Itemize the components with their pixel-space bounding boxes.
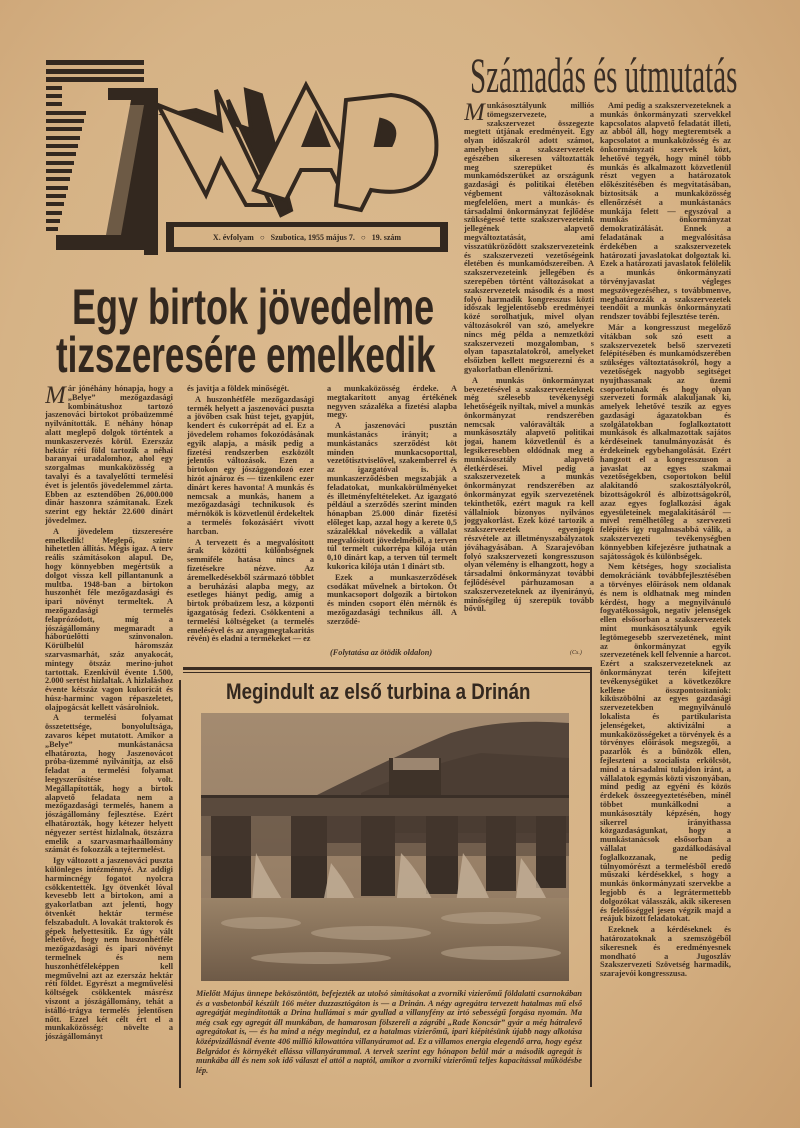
drina-dam-photo-icon bbox=[201, 713, 569, 981]
photo-caption: Mielőtt Május ünnepe beköszöntött, befejezték az utolsó simitásokat a zvorniki vizierőmű földalatti csarnokában és a vasbetonból készült 166 méter duzzasztógáton is — a Drinán. A négy agregátra tervezett hatalmas mű első agregátját megindították a Drina hullámai s már gyullad a villanyfény az irtó sebességű forgása nyomán. Ma még csak egy agregát áll munkában, de hamarosan fölszereli a zágrábi „Rade Koncsár” gyár a még hátralevő agregátokat is, — és ha mind a négy megindul, ez a hatalmas vizierőmű, ipari kiépitésünk újabb nagy alkotása középvizállásnál évente 406 millió kilowattóra villanyáramot ad. Ez a villamos energia elegendő arra, hogy egész Belgrádot és környékét ellássa villanyárammal. A tervek szerint egy hónapon belül már a második agregát is munkába áll és nem sok idő választ el attól a naptól, amikor a zvorniki vizierőmű teljes kapacitással működésbe lép. bbox=[196, 989, 582, 1075]
issue-number: 19. szám bbox=[371, 232, 402, 242]
paragraph: A munkás önkormányzat bevezetésével a szakszervezeteknek még szélesebb tevékenységi lehetőségeik nyiltak, mivel a munkás önkormányzat rendszerében nemcsak valóraválták a munkásosztály alapvető politikai jogai, hanem közvetlenül és a legsikeresebben oldódnak meg a munkásosztály alapvető életkérdései. Mivel pedig a szakszervezetek a munkás önkormányzat rendszerében az önkormányzat egyik szervezetének tekinthetők, ezért maguk ra kell vállalniok bizonyos nyilvános joggyakorlást. Ezek közé tartozik a szakszervezetek egyenjogú részvétele az illetményszabályzatok jóváhagyásában. A Szarajevóban folyó szakszervezeti kongresszuson olyan vélemény is elhangzott, hogy a társadalmi önkormányzat további fejlődésével párhuzamosan a szakszervezeteknek az ilyenirányú, minőségileg új szerepük tovább bővül. bbox=[464, 375, 594, 614]
column-divider bbox=[590, 667, 592, 1087]
farm-column-3 bbox=[327, 385, 457, 647]
drop-cap: M bbox=[45, 385, 66, 409]
paragraph: A termelési folyamat összetettsége, bonyolultsága, zavaros képet mutatott. Amikor a „Belye” munkástanácsa elhatározta, hogy Jaszenovácot próba-üzemmé nyilvánítja, az első feladat a termelési folyamat leegyszerűsítése volt. Megállapították, hogy a birtok alapvető feladata nem a mezőgazdasági termelés, hanem a jószágállomány fejlesztése. Ezért elhatározták, hogy kétezer helyett négyezer sertést hizlalnak, ötszázra emelik a szarvasmarhaállomány számát és fokozzák a tejtermelést. bbox=[45, 713, 173, 855]
paragraph: A huszonhétféle mezőgazdasági termék helyett a jaszenováci puszta a jövőben csak húst tejet, gyapjút, kendert és cukorrépát ad el. Ez a jövedelem rohamos fokozódásának egyik alapja, a másik pedig a fizetési rendszerben eszközölt jelentős változások. Ezen a birtokon egy jószággondozó ezer hizót ajnároz és — tizenkilenc ezer dinárt keres havonta! A munkás és nemcsak a munkás, hanem a mezőgazdasági technikusok és mérnökök is közvetlenül érdekeltek a termelés fokozásáért vivott harcban. bbox=[187, 394, 314, 536]
unions-headline: Számadás és útmutatás bbox=[470, 47, 738, 103]
bullet-icon: ○ bbox=[259, 232, 265, 242]
paragraph: unkásosztályunk milliós tömegszervezete, a szakszervezet összegezte megtett útjának eredményeit. Egy olyan időszakról adott számot, amelyben a szakszervezetek egészében sikeresen változtatták meg szerepüket és munkamódszerüket az országunk gazdasági és politikai életében végbement változásoknak megfelelően, mert a munkás- és társadalmi önkormányzat fejlődése szükségessé tette szakszervezeteink jellegének alapvető megváltoztatását, ami visszatükröződött szakszervezeteink és szakszervezeti vezetőségeink életében és munkamódszereiben. A szakszervezeteink jellegében és szerepében történt változásokat a szakszervezetek második és a most folyó harmadik kongresszus közti időszak legjelentősebb eredményei közé sorolhatjuk, mivel olyan változásokról van szó, amelyekre nincs még példa a nemzetközi szakszervezeti mozgalomban, s olyan tapasztalatokról, amelyeket elsőizben kellett megszerezni és a gyakorlatban ellenőrizni. bbox=[464, 102, 594, 374]
drop-cap: M bbox=[464, 102, 485, 126]
farm-column-2 bbox=[187, 385, 314, 662]
bullet-icon: ○ bbox=[360, 232, 366, 242]
farm-column-1 bbox=[45, 385, 173, 1091]
continued-note: (Folytatása az ötödik oldalon) bbox=[330, 648, 433, 657]
farm-headline-line2: tizszeresére emelkedik bbox=[56, 327, 436, 383]
paragraph: Ami pedig a szakszervezeteknek a munkás önkormányzati szervekkel kapcsolatos alapvető feladatát illeti, az abból áll, hogy megteremtsék a kapcsolatot a munkaközösség és az önkormányzati szervek közt, lehetővé tegyék, hogy minél több munkás és alkalmazott közvetlenül részt vegyen a határozatok előkészitésében és megvitatásában, biztositsák a munkaközösség ellenőrzését a munkástanács munkája felett — egyszóval a munkás önkormányzat demokratizálását. Ennek a feladatának a megvalósitása érdekében a szakszervezetek határozati javaslatokat dolgoztak ki. Ezek a határozati javaslatok felölelik a munkás önkormányzati törvényjavaslat végleges megszövegezéséhez, s továbbmenve, meghatározzák a szakszervezetek teendőit a munkás önkormányzati rendszer további fejlesztése terén. bbox=[600, 102, 731, 322]
paragraph: és javitja a földek minőségét. bbox=[187, 385, 290, 393]
issue-info-bar bbox=[174, 227, 440, 247]
farm-headline-line1: Egy birtok jövedelme bbox=[72, 279, 435, 335]
volume: X. évfolyam bbox=[212, 232, 254, 242]
paragraph: A tervezett és a megvalósitott árak közötti különbségnek semmiféle hatása nincs a fizetésekre nézve. Az áremelkedésekből származó többlet a beruházási alapba megy, az esetleges hiányt pedig, amíg a birtok próbaüzem lesz, a központi igazgatóság fedezi. Csökkenteni a termelési költségeket (a termelés emelésével és az anyagmegtakaritás révén) és eladni a termékeket — ez bbox=[187, 537, 314, 644]
dam-photo bbox=[201, 713, 569, 981]
paragraph: A jövedelem tizszeresére emelkedik! Meglepő, szinte hihetetlen állítás. Mégis igaz. A terv reális számításokon alapul. De, hogy könnyebben megértsük a dolgot vissza kell pillantanunk a multba. 1948-ban a birtokon huszonhét féle mezőgazdasági és ipari növényt termeltek. A mezőgazdasági termelés felaprózódott, míg a jószágállomány megmaradt a háborúelőtti szinvonalon. Körülbelül háromszáz szarvasmarhát, száz anyakocát, mintegy ötszáz merino-juhot tartottak. Ezenkivül évente 1.500, 2.000 sertést hizlaltak. A hizlaláshoz évente kétszáz vagon kukoricát és húsz-harminc vagon répaszeletet, olajpogácsát kellett vásárolniok. bbox=[45, 526, 173, 712]
paragraph: Ezeknek a kérdéseknek és határozatoknak a szemszögéből sikeresnek és eredményesnek mondható a Jugoszláv Szakszervezeti Szövetség harmadik, szarajevói kongresszusa. bbox=[600, 925, 731, 979]
unions-column-2 bbox=[600, 102, 731, 1062]
paragraph: A jaszenováci pusztán munkástanács irányit; a munkástanács szerződést köt minden munkacsoporttal, vezetőtisztviselővel, szakemberrel és az igazgatóval is. A munkaszerződésben megszabják a feladatokat, munkakörülményeket és illetményfeltételeket. Az igazgató például a szerződés szerint minden hónapban 25.000 dinár fizetési előleget kap, azzal hogy a kerete 0,5 százalékkal növekedik a vállalat megvalósitott jövedelméből, a terven túl termelt cukorrépa kilója után 0,10 dinárt kap, a terven túl termelt kukorica kilója után 1 dinárt stb. bbox=[327, 421, 457, 571]
section-rule bbox=[183, 667, 591, 670]
paragraph: Már a kongresszust megelőző vitákban sok szó esett a szakszervezetek belső szervezeti felépitésében és munkamódszerében szükséges változtatásokról, hogy a vezetőségek nagyobb segitséget nyujthassanak az üzemi csoportoknak és hogy olyan szervezeti formák alakuljanak ki, amelyek lehetővé teszik az egyes gazdasági ágazatokban és szolgálatokban foglalkoztatott munkások és alkalmazottak sajátos kérdéseinek tanulmányozását és érdekeinek egybehangolását. Ezért hangzott el a kongresszuson a javaslat az egyes szakmai vezetőségekben, csoportokon belül alakitandó szakosztályokról, bizottságokról és albizottságokról, azaz egyes foglalkozási ágak egyesületeinek megalakitásáról — mivel remélhetőleg a szervezeti felépités igy rugalmasabbá válik, a szakszervezeti tevékenységben könnyebben kifejezésre juthatnak a sajátosságok és különbségek. bbox=[600, 322, 731, 561]
paragraph: Igy változott a jaszenováci puszta különleges intézménnyé. Az addigi harmincnégy fogatot nyolcra csökkentették. Igy ötvenkét lóval kevesebb lett a birtokon, ami a gyakorlatban azt jelenti, hogy ötvenkét hektár termése felszabadult. A lovakát traktorok és gépek helyettesítik. Ez úgy vált lehetővé, hogy nem huszonhétféle mezőgazdasági és ipari növényt termelnek és nem huszonhétféleképpen kell megművelni azt az ezerszáz hektár réti földet. Egyrészt a megművelési költségek csökkentek másrész viszont a jószágállomány, tehát a istálló-trágya termelés jelentősen nőtt. Ezzel két célt ért el a munkaközösség: növelte a jószágállományt bbox=[45, 856, 173, 1042]
paragraph: Nem kétséges, hogy szocialista demokráciánk továbbfejlesztésében a törvényes előirások nem oldanak és nem is oldhatnak meg minden kérdést, hogy a megnyilvánuló fogyatékosságok, negativ jelenségek ellen elsősorban a szakszervezetek mint munkásosztályunk egyik legtömegesebb szervezetének, mint az önkormányzat egyik szervezetének kell felvennie a harcot. Ezért a szakszervezeteknek az önkormányzat terén kifejtett tevékenységüket a következőkre kellene összpontositaniok: kiküszöbölni az egyes gazdasági szervezetekben megnyilvánuló lokalista és partikularista jelenségeket, aktivizálni a munkaközösségeket a törvények és a törvényes előirások megszegői, a pazarlók és a bűnözők ellen, fejleszteni a szocialista erkölcsöt, mind a társadalmi tulajdon iránt, a vállalatok egymás közti viszonyában, mind pedig az egyéni és közös érdekek összeegyeztetésében, minél többet munkálkodni a munkásosztály képzésén, hogy sikerrel irányithassa közgazdaságunkat, hogy a munkástanácsok elsősorban a vállalat gazdálkodásával foglalkozzanak, ne pedig túlnyomórészt a termelésből eredő műszaki kérdésekkel, s hogy a munkás önkormányzati szervekbe a legjobb és a legrátermettebb dolgozókat válasszák, akik sikeresen és felelősséggel jesen végzik majd a reájuk bizott feladatokat. bbox=[600, 562, 731, 924]
paragraph: Ezek a munkaszerződések csodákat művelnek a birtokon. Öt munkacsoport dolgozik a birtokon és minden csoport élén mérnök és mezőgazdasági technikus áll. A szerződé- bbox=[327, 572, 457, 626]
masthead-logo bbox=[46, 60, 456, 260]
place-date: Szubotica, 1955 május 7. bbox=[270, 232, 355, 242]
signature: (Cs.) bbox=[570, 650, 582, 656]
turbine-headline: Megindult az első turbina a Drinán bbox=[226, 679, 531, 704]
section-rule bbox=[183, 672, 591, 673]
column-divider bbox=[179, 680, 181, 1088]
paragraph: a munkaközösség érdeke. A megtakaritott anyag értékének negyven százaléka a fizetési alapba megy. bbox=[327, 385, 457, 420]
unions-column-1 bbox=[464, 102, 594, 652]
paragraph: ár jónéhány hónapja, hogy a „Belye” mezőgazdasági kombinátushoz tartozó jaszenováci birtokot próbaüzemmé nyilvánították. E néhány hónap alatt meglepő dolgok történtek a munkaszervezés körül. Ezerszáz hektár réti föld tartozik a néhai baranyai uradalomhoz, ahol egy szorgalmas munkaközösség a tavalyi és a tavalyelőtti termelési évet is jelentős jövedelemmel zárta. Ebben az esztendőben 26,000.000 dinár haszonra számítanak. Ezek szerint egy hektár 22.600 dinárt jövedelmez. bbox=[45, 385, 173, 525]
